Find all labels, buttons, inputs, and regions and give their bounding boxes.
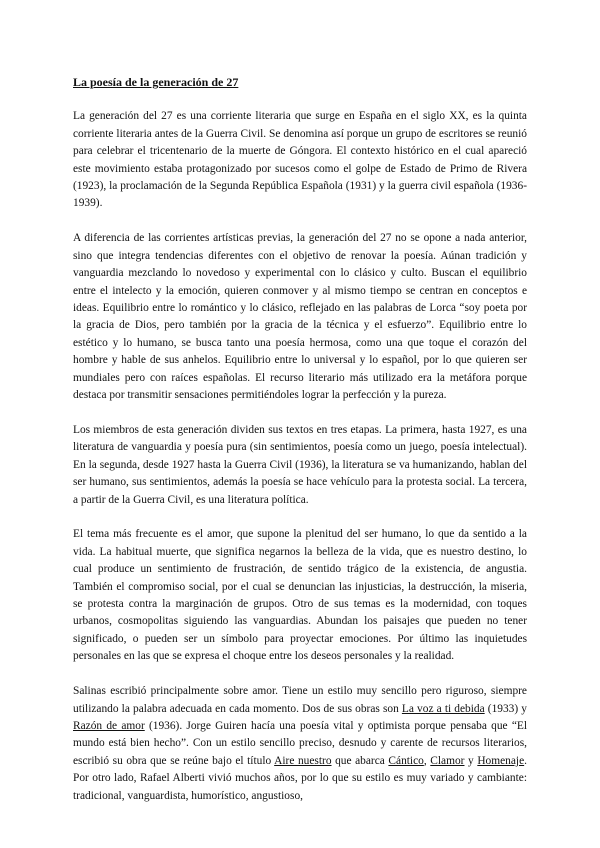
- authors-text: Salinas escribió principalmente sobre amor. Tiene un estilo muy sencillo pero riguroso, siempre utilizando la palabra adecuada en cada momento. Dos de sus obras son: [73, 685, 527, 715]
- work-title: Clamor: [430, 754, 465, 767]
- authors-text: . Por otro lado, Rafael Alberti vivió muchos años, por lo que su estilo es muy variado y cambiante: tradicional, vanguardista, humorístico, angustioso,: [73, 754, 527, 802]
- document-title: La poesía de la generación de 27: [73, 75, 239, 89]
- work-title: Aire nuestro: [274, 754, 332, 767]
- paragraph-characteristics: A diferencia de las corrientes artísticas previas, la generación del 27 no se opone a nada anterior, sino que integra tendencias diferentes con el objetivo de renovar la poesía. Aúnan tradición y vanguardia mezclando lo novedoso y experimental con lo clásico y culto. Buscan el equilibrio entre el intelecto y la emoción, quieren conmover y al mismo tiempo se centran en conceptos e ideas. Equilibrio entre lo romántico y lo clásico, reflejado en las palabras de Lorca “soy poeta por la gracia de Dios, pero también por la gracia de la técnica y el esfuerzo”. Equilibrio entre lo estético y lo humano, se busca tanto una poesía hermosa, como una que toque el corazón del hombre y hable de sus anhelos. Equilibrio entre lo universal y lo español, por lo que quieren ser mundiales pero con raíces españolas. El recurso literario más utilizado era la metáfora porque destaca por transmitir sensaciones permitiéndoles lograr la perfección y la pureza.: [73, 232, 527, 401]
- authors-text: y: [464, 754, 478, 767]
- authors-text: (1933) y: [484, 702, 527, 715]
- work-title: Homenaje: [477, 754, 525, 767]
- authors-text: que abarca: [331, 754, 389, 767]
- paragraph-themes: El tema más frecuente es el amor, que supone la plenitud del ser humano, lo que da sentido a la vida. La habitual muerte, que significa negarnos la belleza de la vida, que es nuestro destino, lo cual produce un sentimiento de frustración, de sentido trágico de la existencia, de angustia. También el compromiso social, por el cual se denuncian las injusticias, la destrucción, la miseria, se protesta contra la marginación de grupos. Otro de sus temas es la modernidad, con toques urbanos, cosmopolitas siguiendo las vanguardias. Abundan los paisajes que pueden no tener significado, o pueden ser un símbolo para proyectar emociones. Por último las inquietudes personales en las que se expresa el choque entre los deseos personales y la realidad.: [73, 528, 527, 663]
- authors-text: ,: [423, 754, 431, 767]
- paragraph-context: La generación del 27 es una corriente literaria que surge en España en el siglo XX, es la quinta corriente literaria antes de la Guerra Civil. Se denomina así porque un grupo de escritores se reunió para celebrar el tricentenario de la muerte de Góngora. El contexto histórico en el cual apareció este movimiento estaba protagonizado por sucesos como el golpe de Estado de Primo de Rivera (1923), la proclamación de la Segunda República Española (1931) y la guerra civil española (1936-1939).: [73, 110, 527, 210]
- document-page: [73, 74, 527, 823]
- work-title: Razón de amor: [73, 720, 145, 732]
- paragraph-stages: Los miembros de esta generación dividen sus textos en tres etapas. La primera, hasta 1927, es una literatura de vanguardia y poesía pura (sin sentimientos, poesía como un juego, poesía intelectual). En la segunda, desde 1927 hasta la Guerra Civil (1936), la literatura se va humanizando, hablan del ser humano, sus sentimientos, además la poesía se hace vehículo para la protesta social. La tercera, a partir de la Guerra Civil, es una literatura política.: [73, 423, 527, 506]
- authors-text: (1936). Jorge Guiren hacía una poesía vital y optimista porque pensaba que “El mundo está bien hecho”. Con un estilo sencillo preciso, desnudo y carente de recursos literarios, escribió su obra que se reúne bajo el título: [73, 720, 527, 767]
- work-title: La voz a ti debida: [401, 702, 485, 715]
- paragraph-authors: [73, 683, 527, 805]
- work-title: Cántico: [388, 754, 424, 767]
